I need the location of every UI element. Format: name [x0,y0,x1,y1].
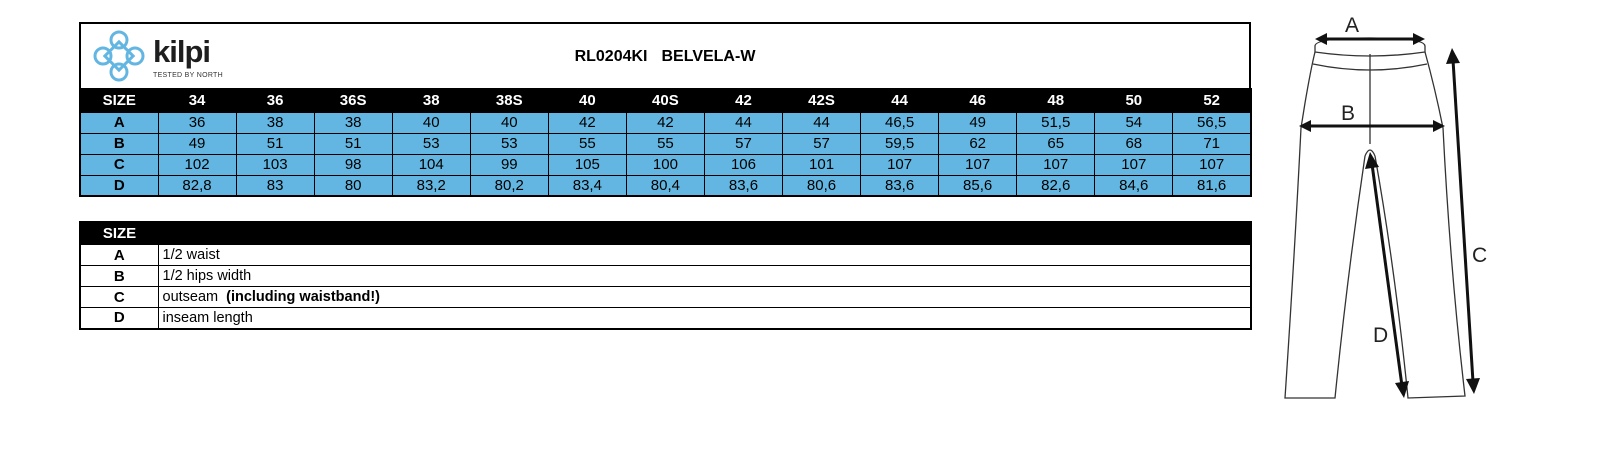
size-row-a [80,112,1251,133]
size-value-cell: 105 [548,154,626,175]
size-value-cell: 83,4 [548,175,626,196]
size-value-cell: 104 [392,154,470,175]
size-value-cell: 57 [783,133,861,154]
size-value-cell: 80,6 [783,175,861,196]
size-value-cell: 81,6 [1173,175,1251,196]
legend-header-row [80,222,1251,245]
size-value-cell: 57 [704,133,782,154]
legend-row-c [80,287,1251,308]
size-row-label: C [80,154,158,175]
legend-table [79,221,1252,330]
size-header-cell: 44 [861,89,939,112]
size-value-cell: 42 [626,112,704,133]
size-value-cell: 107 [1173,154,1251,175]
size-value-cell: 51,5 [1017,112,1095,133]
legend-row-d [80,308,1251,329]
size-header-label: SIZE [80,89,158,112]
size-value-cell: 49 [158,133,236,154]
size-value-cell: 68 [1095,133,1173,154]
legend-description-text: 1/2 hips width [162,268,252,284]
size-value-cell: 51 [236,133,314,154]
size-value-cell: 82,6 [1017,175,1095,196]
size-value-cell: 80,4 [626,175,704,196]
size-value-cell: 83,2 [392,175,470,196]
size-header-cell: 40S [626,89,704,112]
legend-description-note: (including waistband!) [226,289,380,305]
product-name: BELVELA-W [661,48,756,65]
diagram-label-b: B [1341,102,1356,125]
chart-header [79,22,1251,88]
legend-row-description [158,287,1251,308]
size-value-cell: 62 [939,133,1017,154]
size-value-cell: 40 [392,112,470,133]
size-value-cell: 42 [548,112,626,133]
legend-description-text: inseam length [162,309,253,326]
size-value-cell: 100 [626,154,704,175]
size-value-cell: 107 [1017,154,1095,175]
size-value-cell: 56,5 [1173,112,1251,133]
size-value-cell: 84,6 [1095,175,1173,196]
size-table [79,88,1252,197]
brand-tagline: TESTED BY NORTH [153,72,223,79]
size-value-cell: 82,8 [158,175,236,196]
size-value-cell: 44 [704,112,782,133]
size-header-cell: 38 [392,89,470,112]
legend-header-label: SIZE [80,222,158,245]
size-value-cell: 38 [314,112,392,133]
size-header-cell: 36 [236,89,314,112]
size-value-cell: 71 [1173,133,1251,154]
size-value-cell: 85,6 [939,175,1017,196]
size-row-d [80,175,1251,196]
size-value-cell: 53 [392,133,470,154]
size-header-cell: 42S [783,89,861,112]
size-value-cell: 36 [158,112,236,133]
size-value-cell: 44 [783,112,861,133]
legend-row-b [80,266,1251,287]
legend-header-blank [158,222,1251,245]
diagram-label-a: A [1345,14,1360,37]
product-title [81,48,1249,66]
size-value-cell: 80 [314,175,392,196]
size-value-cell: 101 [783,154,861,175]
size-value-cell: 38 [236,112,314,133]
size-header-cell: 36S [314,89,392,112]
legend-row-label: D [80,308,158,329]
size-header-cell: 52 [1173,89,1251,112]
legend-row-label: C [80,287,158,308]
arrow-c [1453,60,1473,382]
size-value-cell: 107 [1095,154,1173,175]
size-value-cell: 98 [314,154,392,175]
trousers-diagram [1275,8,1495,408]
size-row-label: B [80,133,158,154]
size-value-cell: 54 [1095,112,1173,133]
size-row-label: A [80,112,158,133]
legend-row-a [80,245,1251,266]
size-header-row [80,89,1251,112]
size-row-label: D [80,175,158,196]
measurement-arrows [1299,33,1480,398]
product-code: RL0204KI [574,48,648,65]
size-value-cell: 55 [626,133,704,154]
size-value-cell: 103 [236,154,314,175]
legend-row-description [158,308,1251,329]
size-value-cell: 53 [470,133,548,154]
size-value-cell: 107 [861,154,939,175]
size-header-cell: 48 [1017,89,1095,112]
size-value-cell: 51 [314,133,392,154]
legend-description-text: 1/2 waist [162,247,220,263]
size-value-cell: 40 [470,112,548,133]
size-header-cell: 42 [704,89,782,112]
diagram-label-d: D [1373,324,1389,347]
size-value-cell: 83 [236,175,314,196]
size-value-cell: 46,5 [861,112,939,133]
brand-name: kilpi [153,34,211,69]
size-value-cell: 80,2 [470,175,548,196]
size-row-c [80,154,1251,175]
legend-row-description [158,266,1251,287]
size-value-cell: 83,6 [861,175,939,196]
size-header-cell: 46 [939,89,1017,112]
size-header-cell: 50 [1095,89,1173,112]
legend-row-description [158,245,1251,266]
diagram-label-c: C [1472,244,1488,267]
size-value-cell: 107 [939,154,1017,175]
size-value-cell: 99 [470,154,548,175]
size-header-cell: 34 [158,89,236,112]
size-header-cell: 38S [470,89,548,112]
size-header-cell: 40 [548,89,626,112]
size-row-b [80,133,1251,154]
size-value-cell: 83,6 [704,175,782,196]
size-value-cell: 55 [548,133,626,154]
legend-row-label: A [80,245,158,266]
size-value-cell: 59,5 [861,133,939,154]
legend-description-text: outseam [162,289,219,305]
size-value-cell: 65 [1017,133,1095,154]
size-value-cell: 106 [704,154,782,175]
size-value-cell: 102 [158,154,236,175]
size-value-cell: 49 [939,112,1017,133]
legend-row-label: B [80,266,158,287]
arrow-d [1372,164,1402,386]
